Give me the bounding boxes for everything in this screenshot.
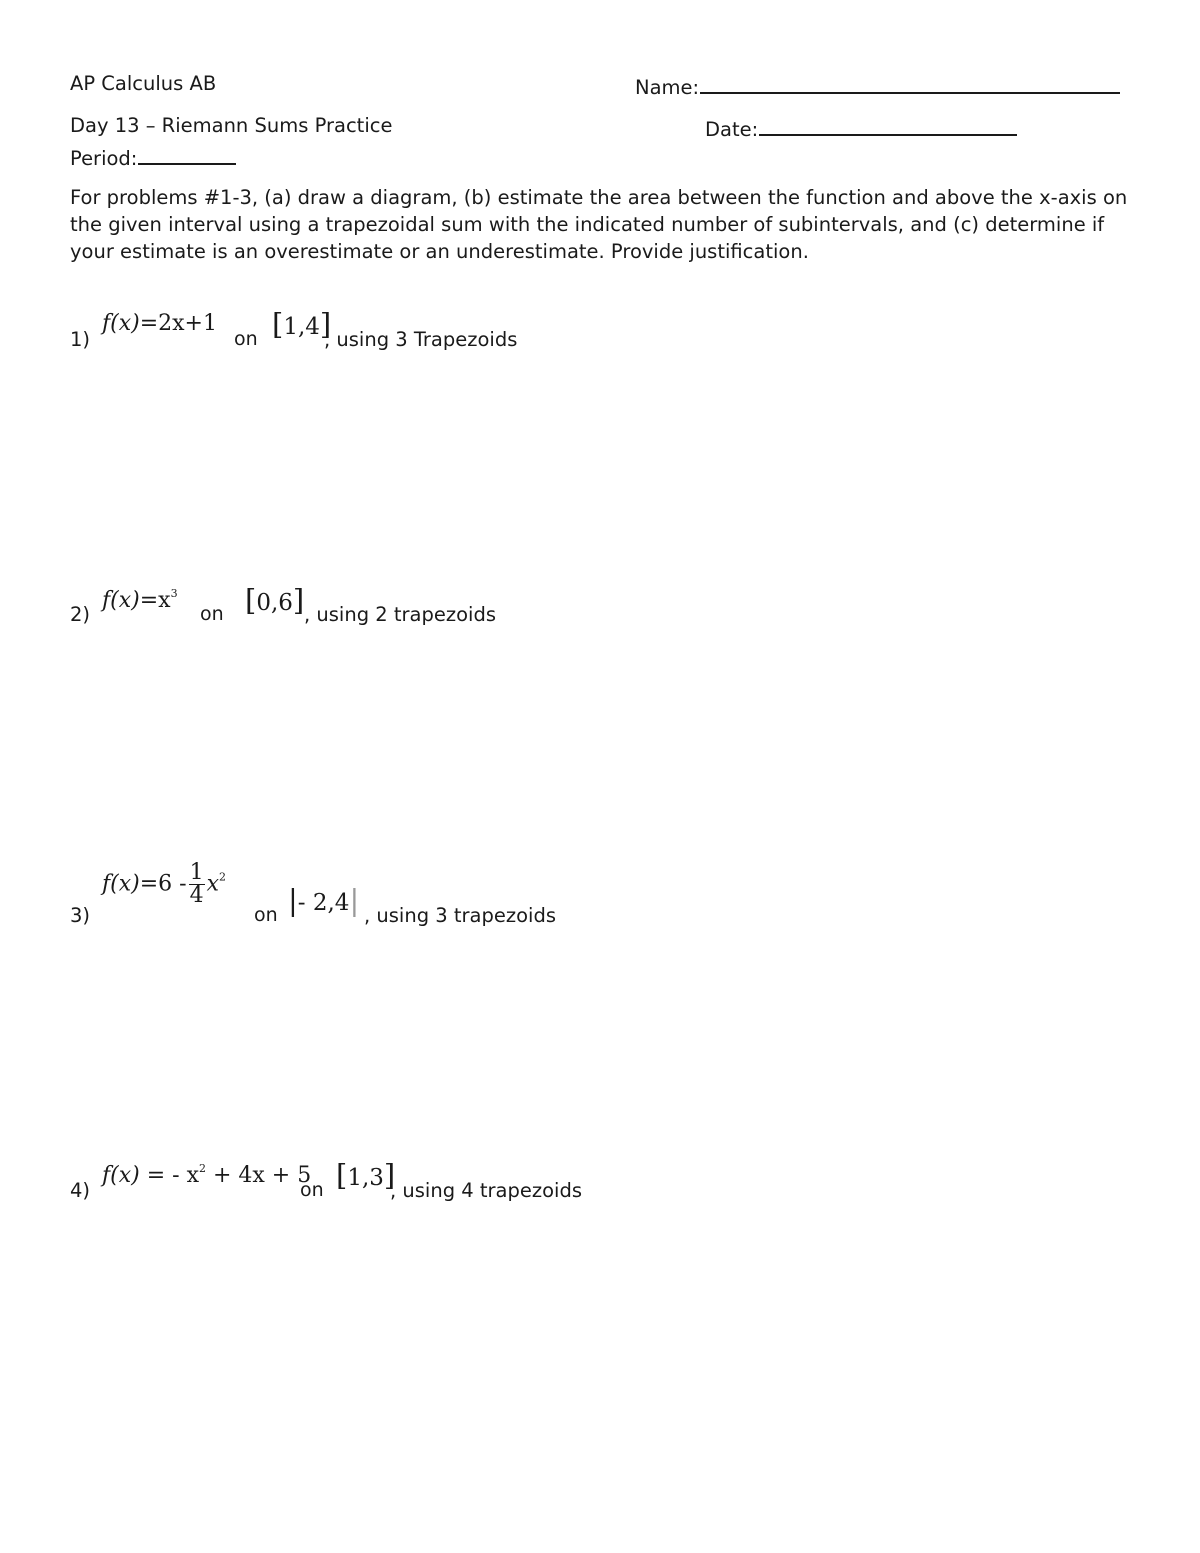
- function-expression: f(x)=6 - $\frac{1}{4}$ $x^2$: [102, 860, 226, 908]
- date-field: [705, 116, 1017, 140]
- function-exponent: 3: [170, 587, 178, 600]
- function-rhs: =x: [139, 588, 171, 613]
- function-name: f(x): [102, 871, 140, 897]
- problem-number: 2): [70, 603, 91, 626]
- name-field: [635, 74, 1120, 98]
- function-name: f(x): [102, 588, 140, 613]
- name-blank: [700, 74, 1120, 94]
- worksheet-title: Day 13 – Riemann Sums Practice: [70, 114, 393, 137]
- period-blank: [138, 145, 236, 165]
- problem-number: 1): [70, 328, 91, 351]
- function-name: f(x): [102, 1163, 140, 1188]
- function-rhs: = - x: [146, 1163, 199, 1188]
- instructions-paragraph: For problems #1-3, (a) draw a diagram, (b) estimate the area between the function and above the x-axis on the given interval using a trapezoidal sum with the indicated number of subintervals, and (c) determine if your estimate is an overestimate or an underestimate. Provide justification.: [70, 186, 1128, 263]
- date-blank: [759, 116, 1017, 136]
- problem-number: 3): [70, 904, 91, 927]
- function-exponent: 2: [219, 870, 226, 884]
- date-label: Date:: [705, 118, 759, 141]
- period-field: [70, 145, 236, 169]
- interval: [0,6]: [245, 583, 305, 617]
- problem-number: 4): [70, 1179, 91, 1202]
- trapezoid-count: , using 3 trapezoids: [364, 904, 556, 927]
- function-expression: [102, 1163, 311, 1187]
- problem-2: [70, 583, 970, 646]
- interval: [1,3]: [336, 1158, 396, 1192]
- on-word: on: [300, 1179, 324, 1201]
- name-label: Name:: [635, 76, 700, 99]
- function-rhs: =2x+1: [139, 311, 217, 336]
- problem-3: [70, 860, 970, 927]
- function-rhs-suffix: + 4x + 5: [212, 1163, 312, 1188]
- course-title: AP Calculus AB: [70, 72, 217, 95]
- interval: [1,4]: [272, 307, 332, 341]
- on-word: on: [200, 603, 224, 625]
- trapezoid-count: , using 2 trapezoids: [304, 603, 496, 626]
- on-word: on: [234, 328, 258, 350]
- fraction: $\frac{1}{4}$: [189, 860, 204, 908]
- trapezoid-count: , using 3 Trapezoids: [324, 328, 518, 351]
- trapezoid-count: , using 4 trapezoids: [390, 1179, 582, 1202]
- period-label: Period:: [70, 147, 138, 170]
- function-rhs: =6 -: [139, 871, 187, 897]
- problem-4: [70, 1160, 970, 1220]
- problem-1: [70, 307, 970, 370]
- function-exponent: 2: [198, 1162, 206, 1175]
- interval: |- 2,4|: [288, 883, 360, 917]
- function-name: f(x): [102, 311, 140, 336]
- on-word: on: [254, 904, 278, 926]
- function-expression: [102, 588, 178, 612]
- function-expression: [102, 313, 217, 335]
